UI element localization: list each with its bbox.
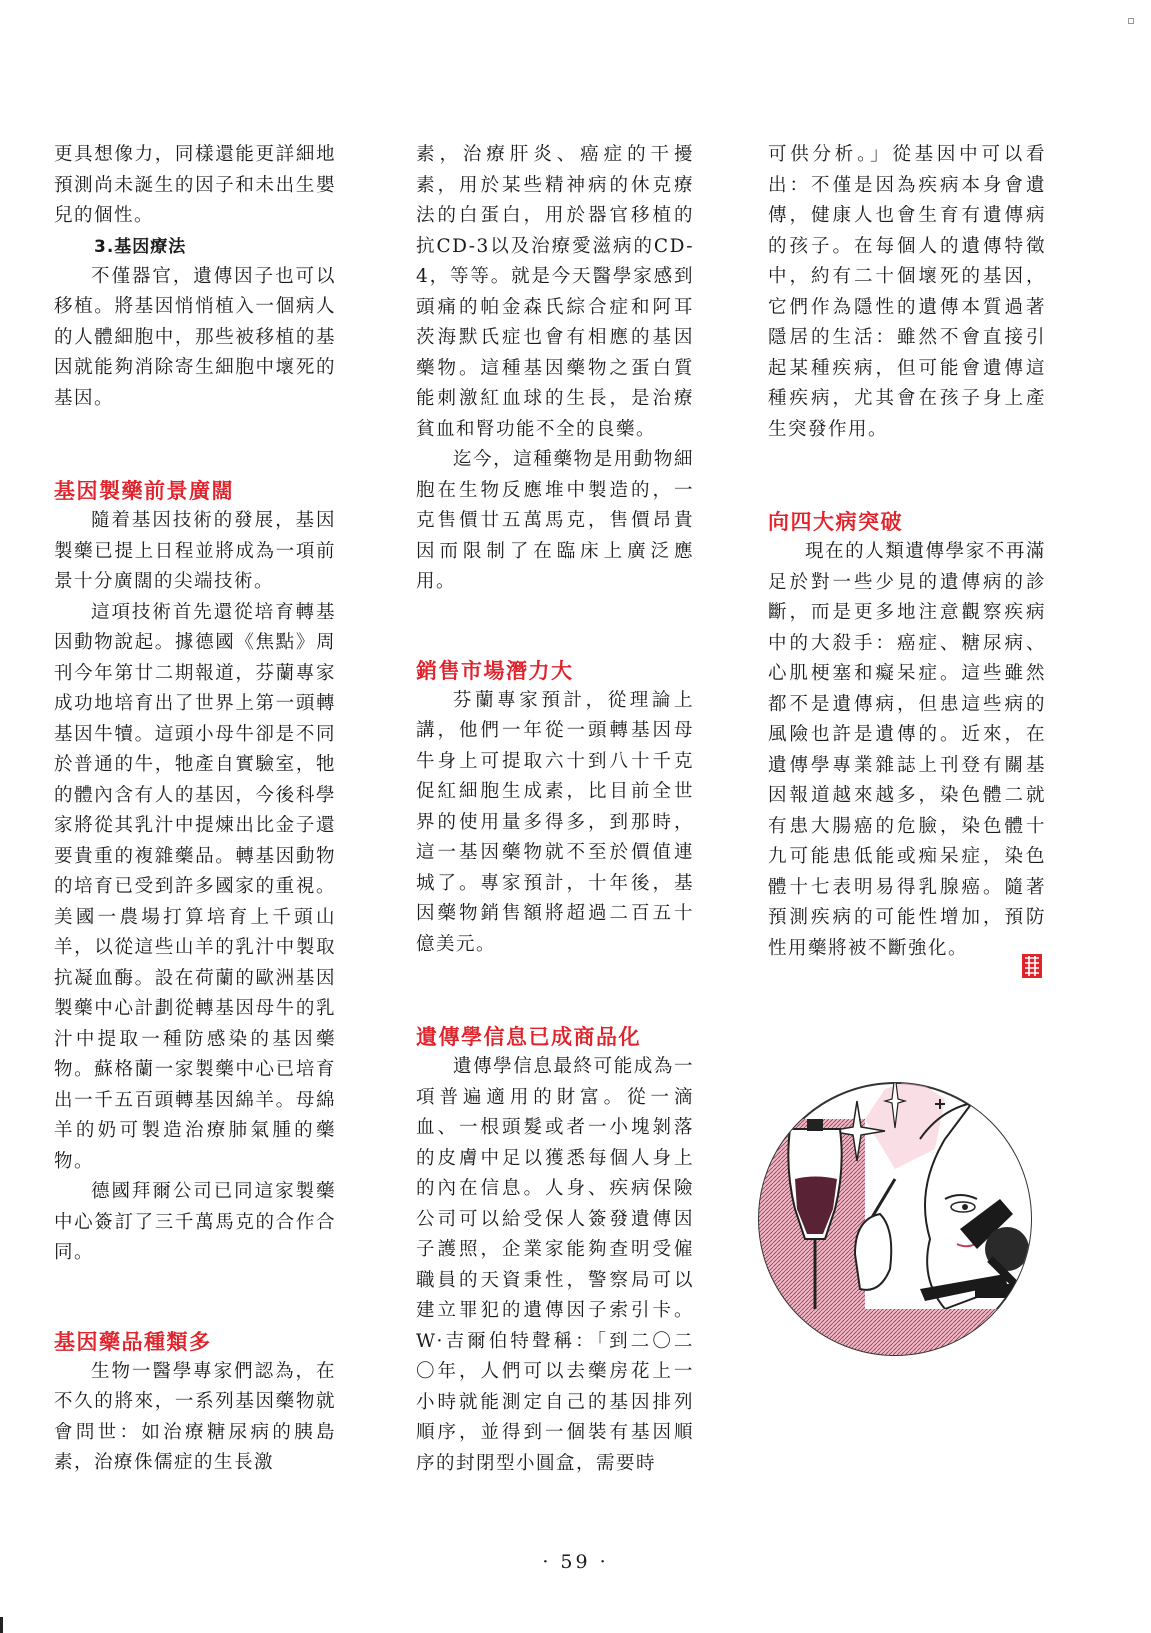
section-heading-prospects: 基因製藥前景廣闊	[54, 479, 234, 503]
paragraph: 德國拜爾公司已同這家製藥中心簽訂了三千萬馬克的合作合同。	[54, 1181, 336, 1263]
section-heading-commodity: 遺傳學信息已成商品化	[416, 1025, 641, 1049]
end-of-article-mark-icon	[1021, 953, 1043, 979]
scan-edge-mark	[0, 1617, 3, 1633]
paragraph: 迄今，這種藥物是用動物細胞在生物反應堆中製造的，一克售價廿五萬馬克，售價昂貴因而限制了在臨床上廣泛應用。	[416, 449, 694, 592]
column-right	[768, 140, 1046, 964]
paragraph: 這項技術首先還從培育轉基因動物說起。據德國《焦點》周刊今年第廿二期報道，芬蘭專家成功地培育出了世界上第一頭轉基因牛犢。這頭小母牛卻是不同於普通的牛，牠產自實驗室，牠的體內含有人的基因，今後科學家將從其乳汁中提煉出比金子還要貴重的複雜藥品。轉基因動物的培育已受到許多國家的重視。美國一農場打算培育上千頭山羊，以從這些山羊的乳汁中製取抗凝血酶。設在荷蘭的歐洲基因製藥中心計劃從轉基因母牛的乳汁中提取一種防感染的基因藥物。蘇格蘭一家製藥中心已培育出一千五百頭轉基因綿羊。母綿羊的奶可製造治療肺氣腫的藥物。	[54, 601, 336, 1172]
paragraph: 隨着基因技術的發展，基因製藥已提上日程並將成為一項前景十分廣闊的尖端技術。	[54, 510, 336, 592]
scan-corner-mark	[1128, 18, 1134, 24]
paragraph: 更具想像力，同樣還能更詳細地預測尚未誕生的因子和未出生嬰兒的個性。	[54, 144, 336, 226]
subheading-gene-therapy: 3.基因療法	[94, 236, 187, 257]
column-left	[54, 140, 336, 1479]
paragraph: 遺傳學信息最終可能成為一項普遍適用的財富。從一滴血、一根頭髮或者一小塊剝落的皮膚中足以獲悉每個人身上的內在信息。人身、疾病保險公司可以給受保人簽發遺傳因子護照，企業家能夠查明受僱職員的天資秉性，警察局可以建立罪犯的遺傳因子索引卡。W·吉爾伯特聲稱：「到二〇二〇年，人們可以去藥房花上一小時就能測定自己的基因排列順序，並得到一個裝有基因順序的封閉型小圓盒，需要時	[416, 1056, 694, 1474]
paragraph: 素，治療肝炎、癌症的干擾素，用於某些精神病的休克療法的白蛋白，用於器官移植的抗CD-3以及治療愛滋病的CD-4，等等。就是今天醫學家感到頭痛的帕金森氏綜合症和阿耳茨海默氏症也會有相應的基因藥物。這種基因藥物之蛋白質能刺激紅血球的生長，是治療貧血和腎功能不全的良藥。	[416, 144, 694, 440]
column-middle	[416, 140, 694, 1479]
paragraph: 現在的人類遺傳學家不再滿足於對一些少見的遺傳病的診斷，而是更多地注意觀察疾病中的大殺手：癌症、糖尿病、心肌梗塞和癡呆症。這些雖然都不是遺傳病，但患這些病的風險也許是遺傳的。近來，在遺傳學專業雜誌上刊登有關基因報道越來越多，染色體二就有患大腸癌的危臉，染色體十九可能患低能或痴呆症，染色體十七表明易得乳腺癌。隨著預測疾病的可能性增加，預防性用藥將被不斷強化。	[768, 541, 1046, 959]
scientist-illustration	[745, 1079, 1055, 1379]
paragraph: 生物一醫學專家們認為，在不久的將來，一系列基因藥物就會問世：如治療糖尿病的胰島素，治療侏儒症的生長激	[54, 1360, 336, 1473]
paragraph: 芬蘭專家預計，從理論上講，他們一年從一頭轉基因母牛身上可提取六十到八十千克促紅細胞生成素，比目前全世界的使用量多得多，到那時，這一基因藥物就不至於價值連城了。專家預計，十年後，基因藥物銷售額將超過二百五十億美元。	[416, 689, 694, 955]
section-heading-market: 銷售市場潛力大	[416, 658, 574, 683]
paragraph: 不僅器官，遺傳因子也可以移植。將基因悄悄植入一個病人的人體細胞中，那些被移植的基因就能夠消除寄生細胞中壞死的基因。	[54, 265, 336, 409]
page-number: · 59 ·	[542, 1551, 609, 1573]
section-heading-four-diseases: 向四大病突破	[768, 510, 903, 534]
section-heading-varieties: 基因藥品種類多	[54, 1329, 212, 1354]
paragraph: 可供分析。」從基因中可以看出：不僅是因為疾病本身會遺傳，健康人也會生育有遺傳病的孩子。在每個人的遺傳特徵中，約有二十個壞死的基因，它們作為隱性的遺傳本質過著隱居的生活：雖然不會直接引起某種疾病，但可能會遺傳這種疾病，尤其會在孩子身上產生突發作用。	[768, 144, 1046, 440]
